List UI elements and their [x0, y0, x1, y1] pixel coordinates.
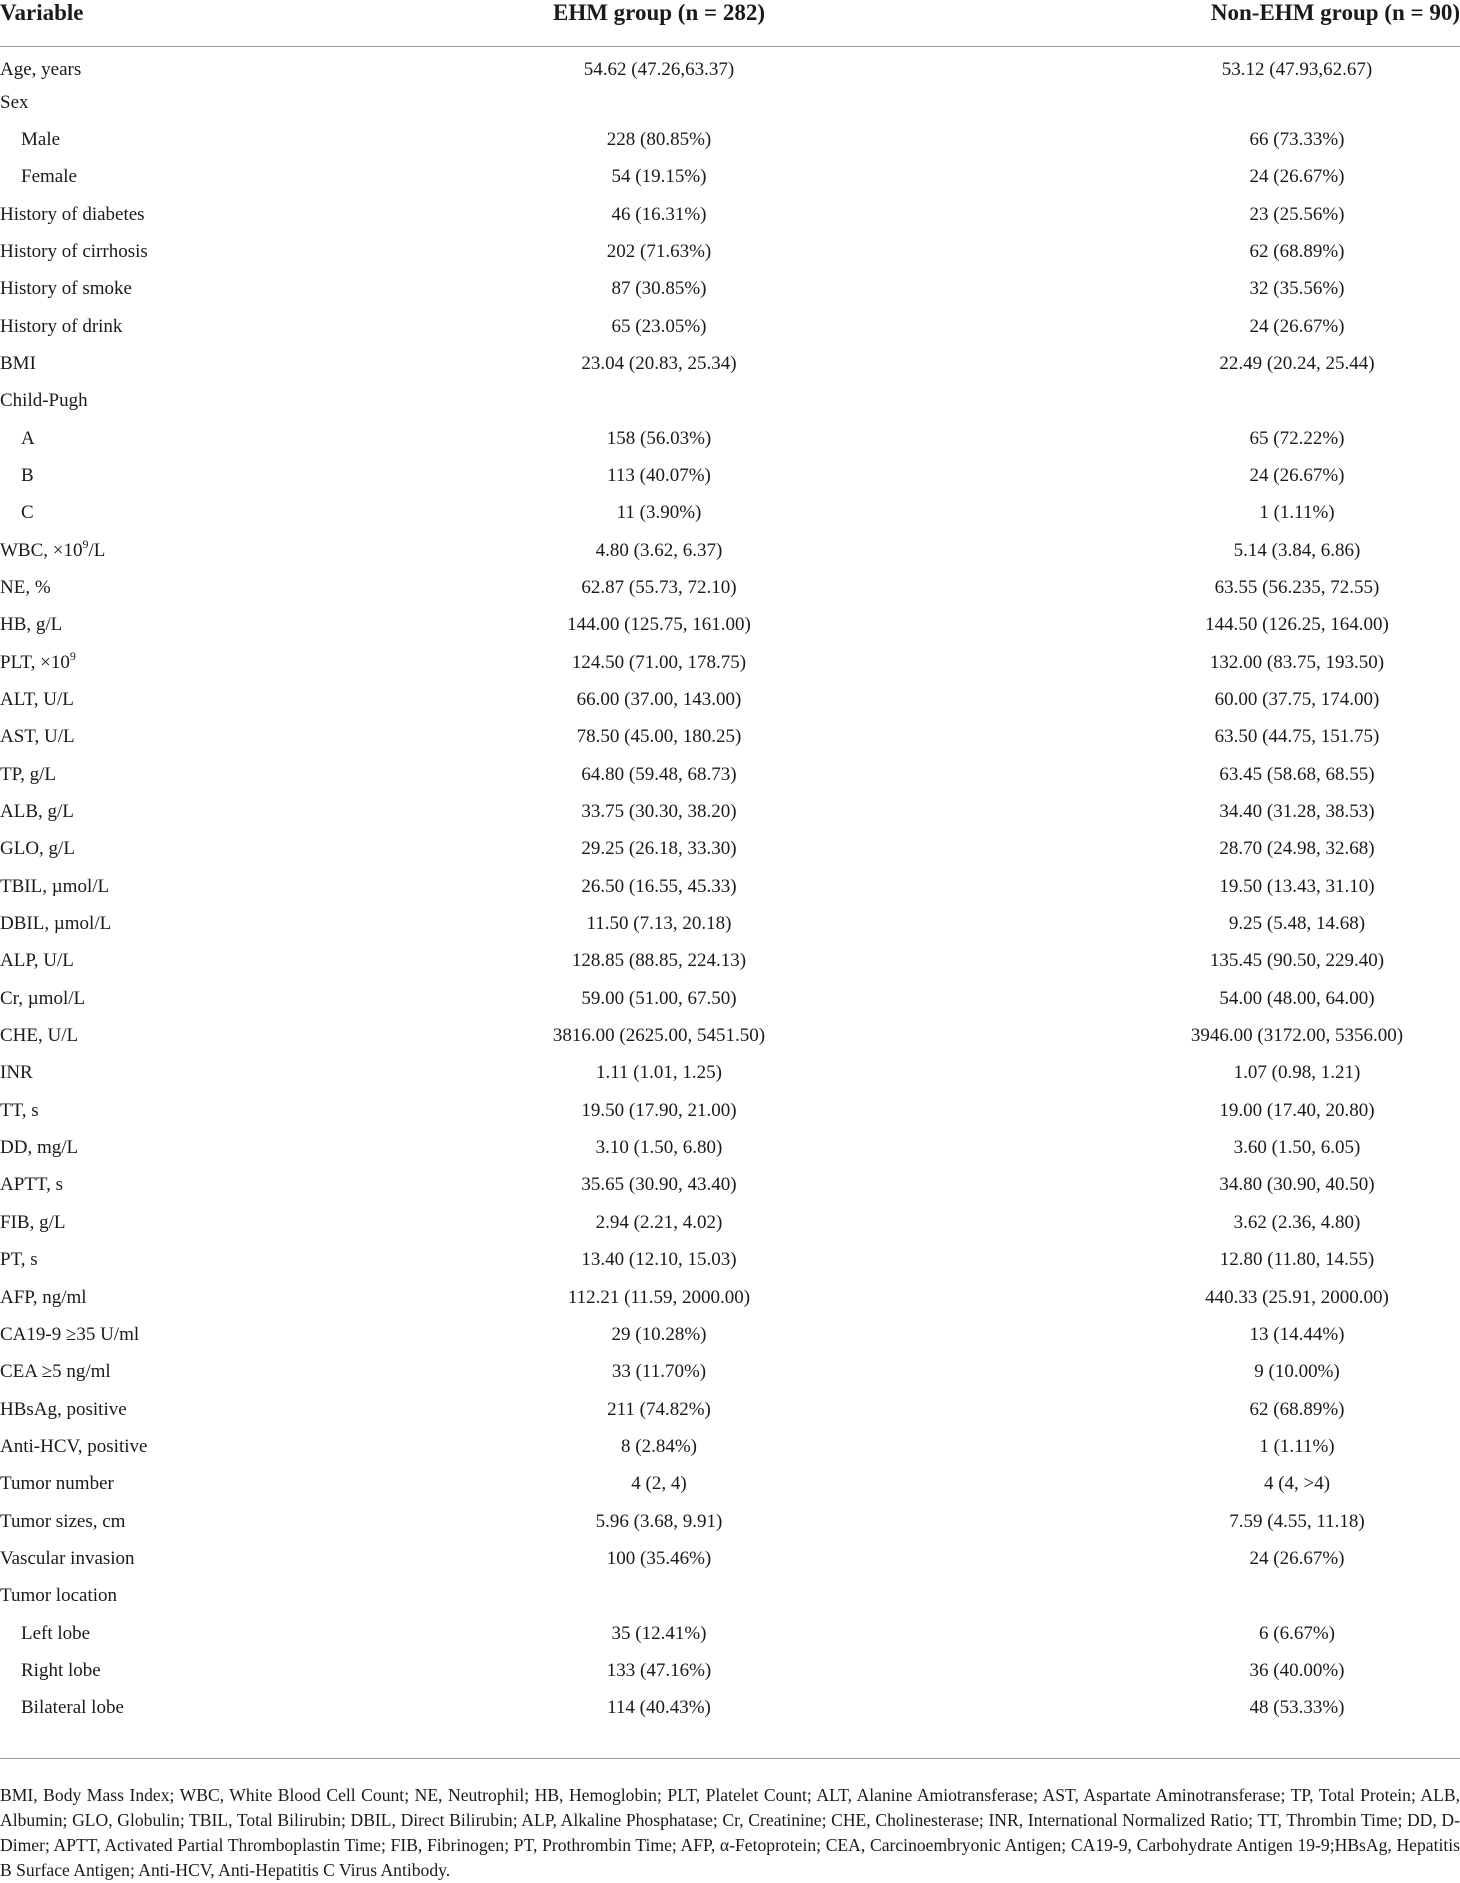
variable-label: APTT, s — [0, 1174, 63, 1196]
column-header-non-ehm-group: Non-EHM group (n = 90) — [848, 0, 1460, 47]
variable-cell — [0, 1316, 470, 1353]
variable-cell — [0, 793, 470, 830]
variable-cell — [0, 196, 470, 233]
table-bottom-rule — [0, 1758, 1460, 1759]
non-ehm-group-value: 28.70 (24.98, 32.68) — [1219, 838, 1375, 860]
ehm-group-value: 5.96 (3.68, 9.91) — [595, 1510, 723, 1532]
variable-label: FIB, g/L — [0, 1211, 66, 1233]
table-row — [0, 1503, 1460, 1540]
table-row — [0, 868, 1460, 905]
variable-unit-suffix: /L — [88, 539, 106, 561]
table-row — [0, 47, 1460, 84]
non-ehm-group-value: 135.45 (90.50, 229.40) — [1209, 950, 1385, 972]
variable-unit-exponent: 9 — [69, 648, 76, 663]
non-ehm-group-value: 36 (40.00%) — [1249, 1659, 1345, 1681]
ehm-group-value: 78.50 (45.00, 180.25) — [576, 726, 742, 748]
variable-cell — [0, 1279, 470, 1316]
variable-label: INR — [0, 1062, 33, 1084]
variable-cell — [0, 308, 470, 345]
ehm-group-value: 2.94 (2.21, 4.02) — [595, 1211, 723, 1233]
ehm-group-value: 114 (40.43%) — [607, 1697, 711, 1719]
ehm-group-value: 11.50 (7.13, 20.18) — [586, 913, 732, 935]
variable-cell — [0, 457, 470, 494]
table-row — [0, 1578, 1460, 1615]
table-row — [0, 308, 1460, 345]
variable-label: Bilateral lobe — [21, 1697, 124, 1719]
non-ehm-group-value: 4 (4, >4) — [1263, 1473, 1331, 1495]
variable-cell — [0, 383, 470, 420]
non-ehm-group-value: 13 (14.44%) — [1249, 1323, 1345, 1345]
variable-label: DD, mg/L — [0, 1137, 79, 1159]
variable-cell — [0, 1204, 470, 1241]
ehm-group-value: 144.00 (125.75, 161.00) — [567, 614, 751, 636]
table-row — [0, 607, 1460, 644]
non-ehm-group-value: 22.49 (20.24, 25.44) — [1219, 352, 1375, 374]
variable-label: TBIL, µmol/L — [0, 875, 110, 897]
table-header — [0, 0, 1460, 47]
variable-cell — [0, 1129, 470, 1166]
table-row — [0, 457, 1460, 494]
ehm-group-value: 3.10 (1.50, 6.80) — [595, 1137, 723, 1159]
table-row — [0, 345, 1460, 382]
non-ehm-group-value: 63.50 (44.75, 151.75) — [1214, 726, 1380, 748]
ehm-group-value — [470, 1578, 848, 1615]
ehm-group-value: 128.85 (88.85, 224.13) — [571, 950, 747, 972]
variable-cell — [0, 1092, 470, 1129]
ehm-group-value: 29.25 (26.18, 33.30) — [581, 838, 737, 860]
variable-label: CEA ≥5 ng/ml — [0, 1361, 111, 1383]
header-row — [0, 0, 1460, 47]
variable-cell — [0, 905, 470, 942]
table-row — [0, 943, 1460, 980]
non-ehm-group-value: 62 (68.89%) — [1249, 240, 1345, 262]
table-row — [0, 1204, 1460, 1241]
variable-label: History of cirrhosis — [0, 240, 148, 262]
ehm-group-value: 65 (23.05%) — [611, 315, 707, 337]
non-ehm-group-value: 23 (25.56%) — [1249, 203, 1345, 225]
table-row — [0, 1540, 1460, 1577]
variable-cell — [0, 345, 470, 382]
non-ehm-group-value — [848, 1578, 1460, 1615]
ehm-group-value — [470, 84, 848, 121]
variable-cell — [0, 121, 470, 158]
ehm-group-value: 26.50 (16.55, 45.33) — [581, 875, 737, 897]
variable-label: HB, g/L — [0, 614, 63, 636]
variable-label: ALT, U/L — [0, 689, 74, 711]
variable-label: BMI — [0, 352, 36, 374]
variable-cell — [0, 943, 470, 980]
table-row — [0, 84, 1460, 121]
non-ehm-group-value: 24 (26.67%) — [1249, 166, 1345, 188]
table-row — [0, 233, 1460, 270]
table-row — [0, 1690, 1460, 1727]
variable-label: Tumor location — [0, 1585, 117, 1607]
non-ehm-group-value — [848, 383, 1460, 420]
variable-label: Female — [21, 166, 77, 188]
variable-cell — [0, 607, 470, 644]
non-ehm-group-value: 24 (26.67%) — [1249, 1547, 1345, 1569]
non-ehm-group-value: 19.00 (17.40, 20.80) — [1219, 1099, 1375, 1121]
non-ehm-group-value: 9 (10.00%) — [1254, 1361, 1340, 1383]
non-ehm-group-value: 1 (1.11%) — [1259, 502, 1335, 524]
ehm-group-value: 8 (2.84%) — [621, 1435, 697, 1457]
non-ehm-group-value: 144.50 (126.25, 164.00) — [1205, 614, 1389, 636]
table-row — [0, 271, 1460, 308]
variable-cell — [0, 1167, 470, 1204]
non-ehm-group-value: 34.40 (31.28, 38.53) — [1219, 801, 1375, 823]
variable-label: Anti-HCV, positive — [0, 1435, 148, 1457]
ehm-group-value: 87 (30.85%) — [611, 278, 707, 300]
variable-label: A — [21, 427, 35, 449]
ehm-group-value: 19.50 (17.90, 21.00) — [581, 1099, 737, 1121]
variable-label: NE, % — [0, 576, 51, 598]
non-ehm-group-value: 1 (1.11%) — [1259, 1435, 1335, 1457]
variable-label: TP, g/L — [0, 763, 56, 785]
variable-cell — [0, 159, 470, 196]
column-header-variable: Variable — [0, 0, 470, 47]
variable-label: Male — [21, 128, 61, 150]
table-row — [0, 1017, 1460, 1054]
ehm-group-value: 158 (56.03%) — [606, 427, 712, 449]
ehm-group-value — [470, 383, 848, 420]
ehm-group-value: 23.04 (20.83, 25.34) — [581, 352, 737, 374]
ehm-group-value: 211 (74.82%) — [607, 1398, 711, 1420]
non-ehm-group-value: 48 (53.33%) — [1249, 1697, 1345, 1719]
non-ehm-group-value: 132.00 (83.75, 193.50) — [1209, 651, 1385, 673]
non-ehm-group-value: 62 (68.89%) — [1249, 1398, 1345, 1420]
table-row — [0, 1279, 1460, 1316]
variable-label: Age, years — [0, 59, 82, 81]
variable-cell — [0, 1690, 470, 1727]
table-row — [0, 1129, 1460, 1166]
non-ehm-group-value: 54.00 (48.00, 64.00) — [1219, 987, 1375, 1009]
table-row — [0, 1466, 1460, 1503]
ehm-group-value: 112.21 (11.59, 2000.00) — [567, 1286, 751, 1308]
table-row — [0, 681, 1460, 718]
variable-cell — [0, 644, 470, 681]
ehm-group-value: 113 (40.07%) — [607, 464, 711, 486]
non-ehm-group-value: 9.25 (5.48, 14.68) — [1228, 913, 1366, 935]
ehm-group-value: 64.80 (59.48, 68.73) — [581, 763, 737, 785]
variable-label: PLT, ×10 — [0, 651, 70, 673]
variable-label: History of smoke — [0, 278, 132, 300]
ehm-group-value: 46 (16.31%) — [611, 203, 707, 225]
variable-cell — [0, 719, 470, 756]
non-ehm-group-value: 34.80 (30.90, 40.50) — [1219, 1174, 1375, 1196]
ehm-group-value: 228 (80.85%) — [606, 128, 712, 150]
variable-label: HBsAg, positive — [0, 1398, 127, 1420]
non-ehm-group-value: 24 (26.67%) — [1249, 464, 1345, 486]
variable-label: AFP, ng/ml — [0, 1286, 87, 1308]
variable-label: DBIL, µmol/L — [0, 913, 112, 935]
table-row — [0, 1354, 1460, 1391]
non-ehm-group-value: 32 (35.56%) — [1249, 278, 1345, 300]
non-ehm-group-value: 66 (73.33%) — [1249, 128, 1345, 150]
variable-cell — [0, 47, 470, 84]
variable-cell — [0, 1466, 470, 1503]
ehm-group-value: 33 (11.70%) — [611, 1361, 707, 1383]
variable-label: B — [21, 464, 34, 486]
table-row — [0, 196, 1460, 233]
variable-label: ALP, U/L — [0, 950, 74, 972]
variable-cell — [0, 271, 470, 308]
non-ehm-group-value: 7.59 (4.55, 11.18) — [1229, 1510, 1365, 1532]
variable-cell — [0, 1017, 470, 1054]
ehm-group-value: 54.62 (47.26,63.37) — [583, 59, 735, 81]
variable-cell — [0, 420, 470, 457]
ehm-group-value: 35.65 (30.90, 43.40) — [581, 1174, 737, 1196]
table-row — [0, 532, 1460, 569]
table-row — [0, 569, 1460, 606]
variable-label: TT, s — [0, 1099, 39, 1121]
variable-label: PT, s — [0, 1249, 38, 1271]
table-row — [0, 420, 1460, 457]
non-ehm-group-value: 3.60 (1.50, 6.05) — [1233, 1137, 1361, 1159]
variable-cell — [0, 233, 470, 270]
ehm-group-value: 3816.00 (2625.00, 5451.50) — [552, 1025, 766, 1047]
table-row — [0, 495, 1460, 532]
variable-label: Vascular invasion — [0, 1547, 135, 1569]
non-ehm-group-value: 6 (6.67%) — [1259, 1622, 1335, 1644]
table-row — [0, 1652, 1460, 1689]
variable-label: ALB, g/L — [0, 801, 74, 823]
variable-label: Left lobe — [21, 1622, 91, 1644]
variable-cell — [0, 1242, 470, 1279]
variable-cell — [0, 495, 470, 532]
variable-unit-exponent: 9 — [82, 536, 89, 551]
table-row — [0, 121, 1460, 158]
ehm-group-value: 66.00 (37.00, 143.00) — [576, 689, 742, 711]
variable-label: Child-Pugh — [0, 390, 88, 412]
table-row — [0, 1316, 1460, 1353]
ehm-group-value: 11 (3.90%) — [616, 502, 702, 524]
variable-cell — [0, 1503, 470, 1540]
ehm-group-value: 1.11 (1.01, 1.25) — [596, 1062, 722, 1084]
non-ehm-group-value: 3946.00 (3172.00, 5356.00) — [1190, 1025, 1404, 1047]
variable-label: WBC, ×10 — [0, 539, 83, 561]
ehm-group-value: 59.00 (51.00, 67.50) — [581, 987, 737, 1009]
variable-cell — [0, 1578, 470, 1615]
table-row — [0, 719, 1460, 756]
table-row — [0, 793, 1460, 830]
table-row — [0, 1242, 1460, 1279]
table-body — [0, 47, 1460, 1727]
table-row — [0, 756, 1460, 793]
table-row — [0, 1391, 1460, 1428]
variable-cell — [0, 1540, 470, 1577]
variable-cell — [0, 1428, 470, 1465]
table-row — [0, 1615, 1460, 1652]
non-ehm-group-value — [848, 84, 1460, 121]
ehm-group-value: 13.40 (12.10, 15.03) — [581, 1249, 737, 1271]
non-ehm-group-value: 12.80 (11.80, 14.55) — [1219, 1249, 1375, 1271]
table-row — [0, 1167, 1460, 1204]
ehm-group-value: 35 (12.41%) — [611, 1622, 707, 1644]
variable-cell — [0, 681, 470, 718]
non-ehm-group-value: 1.07 (0.98, 1.21) — [1233, 1062, 1361, 1084]
ehm-group-value: 29 (10.28%) — [611, 1323, 707, 1345]
column-header-ehm-group: EHM group (n = 282) — [470, 0, 848, 47]
table-row — [0, 159, 1460, 196]
variable-label: History of drink — [0, 315, 123, 337]
non-ehm-group-value: 63.45 (58.68, 68.55) — [1219, 763, 1375, 785]
ehm-group-value: 4.80 (3.62, 6.37) — [595, 539, 723, 561]
ehm-group-value: 124.50 (71.00, 178.75) — [571, 651, 747, 673]
table-footnote: BMI, Body Mass Index; WBC, White Blood Cell Count; NE, Neutrophil; HB, Hemoglobin; PLT, Platelet Count; ALT, Alanine Amiotransferase; AST, Aspartate Aminotransferase; TP, Total Protein; ALB, Albumin; GLO, Globulin; TBIL, Total Bilirubin; DBIL, Direct Bilirubin; ALP, Alkaline Phosphatase; Cr, Creatinine; CHE, Cholinesterase; INR, International Normalized Ratio; TT, Thrombin Time; DD, D-Dimer; APTT, Activated Partial Thromboplastin Time; FIB, Fibrinogen; PT, Prothrombin Time; AFP, α-Fetoprotein; CEA, Carcinoembryonic Antigen; CA19-9, Carbohydrate Antigen 19-9;HBsAg, Hepatitis B Surface Antigen; Anti-HCV, Anti-Hepatitis C Virus Antibody. — [0, 1784, 1460, 1880]
table-row — [0, 905, 1460, 942]
ehm-group-value: 133 (47.16%) — [606, 1659, 712, 1681]
variable-cell — [0, 1615, 470, 1652]
table-row — [0, 980, 1460, 1017]
variable-label: GLO, g/L — [0, 838, 75, 860]
non-ehm-group-value: 440.33 (25.91, 2000.00) — [1205, 1286, 1389, 1308]
variable-cell — [0, 569, 470, 606]
variable-label: C — [21, 502, 34, 524]
variable-label: Tumor sizes, cm — [0, 1510, 126, 1532]
ehm-group-value: 54 (19.15%) — [611, 166, 707, 188]
table-row — [0, 1092, 1460, 1129]
variable-label: CHE, U/L — [0, 1025, 79, 1047]
variable-cell — [0, 868, 470, 905]
variable-cell — [0, 1652, 470, 1689]
ehm-group-value: 202 (71.63%) — [606, 240, 712, 262]
variable-label: CA19-9 ≥35 U/ml — [0, 1323, 140, 1345]
variable-label: Tumor number — [0, 1473, 114, 1495]
non-ehm-group-value: 24 (26.67%) — [1249, 315, 1345, 337]
table-row — [0, 644, 1460, 681]
ehm-group-value: 33.75 (30.30, 38.20) — [581, 801, 737, 823]
ehm-group-value: 100 (35.46%) — [606, 1547, 712, 1569]
variable-cell — [0, 831, 470, 868]
table-row — [0, 831, 1460, 868]
variable-cell — [0, 1354, 470, 1391]
variable-cell — [0, 1391, 470, 1428]
non-ehm-group-value: 63.55 (56.235, 72.55) — [1214, 576, 1380, 598]
ehm-group-value: 62.87 (55.73, 72.10) — [581, 576, 737, 598]
variable-label: History of diabetes — [0, 203, 145, 225]
non-ehm-group-value: 65 (72.22%) — [1249, 427, 1345, 449]
variable-cell — [0, 756, 470, 793]
non-ehm-group-value: 5.14 (3.84, 6.86) — [1233, 539, 1361, 561]
variable-label: AST, U/L — [0, 726, 75, 748]
variable-cell — [0, 84, 470, 121]
variable-cell — [0, 1055, 470, 1092]
non-ehm-group-value: 60.00 (37.75, 174.00) — [1214, 689, 1380, 711]
variable-label: Sex — [0, 91, 29, 113]
variable-label: Right lobe — [21, 1659, 101, 1681]
variable-label: Cr, µmol/L — [0, 987, 86, 1009]
table-row — [0, 383, 1460, 420]
table-row — [0, 1055, 1460, 1092]
variable-cell — [0, 980, 470, 1017]
non-ehm-group-value: 19.50 (13.43, 31.10) — [1219, 875, 1375, 897]
ehm-group-value: 4 (2, 4) — [631, 1473, 687, 1495]
variable-cell — [0, 532, 470, 569]
non-ehm-group-value: 3.62 (2.36, 4.80) — [1233, 1211, 1361, 1233]
table-row — [0, 1428, 1460, 1465]
non-ehm-group-value: 53.12 (47.93,62.67) — [1221, 59, 1373, 81]
